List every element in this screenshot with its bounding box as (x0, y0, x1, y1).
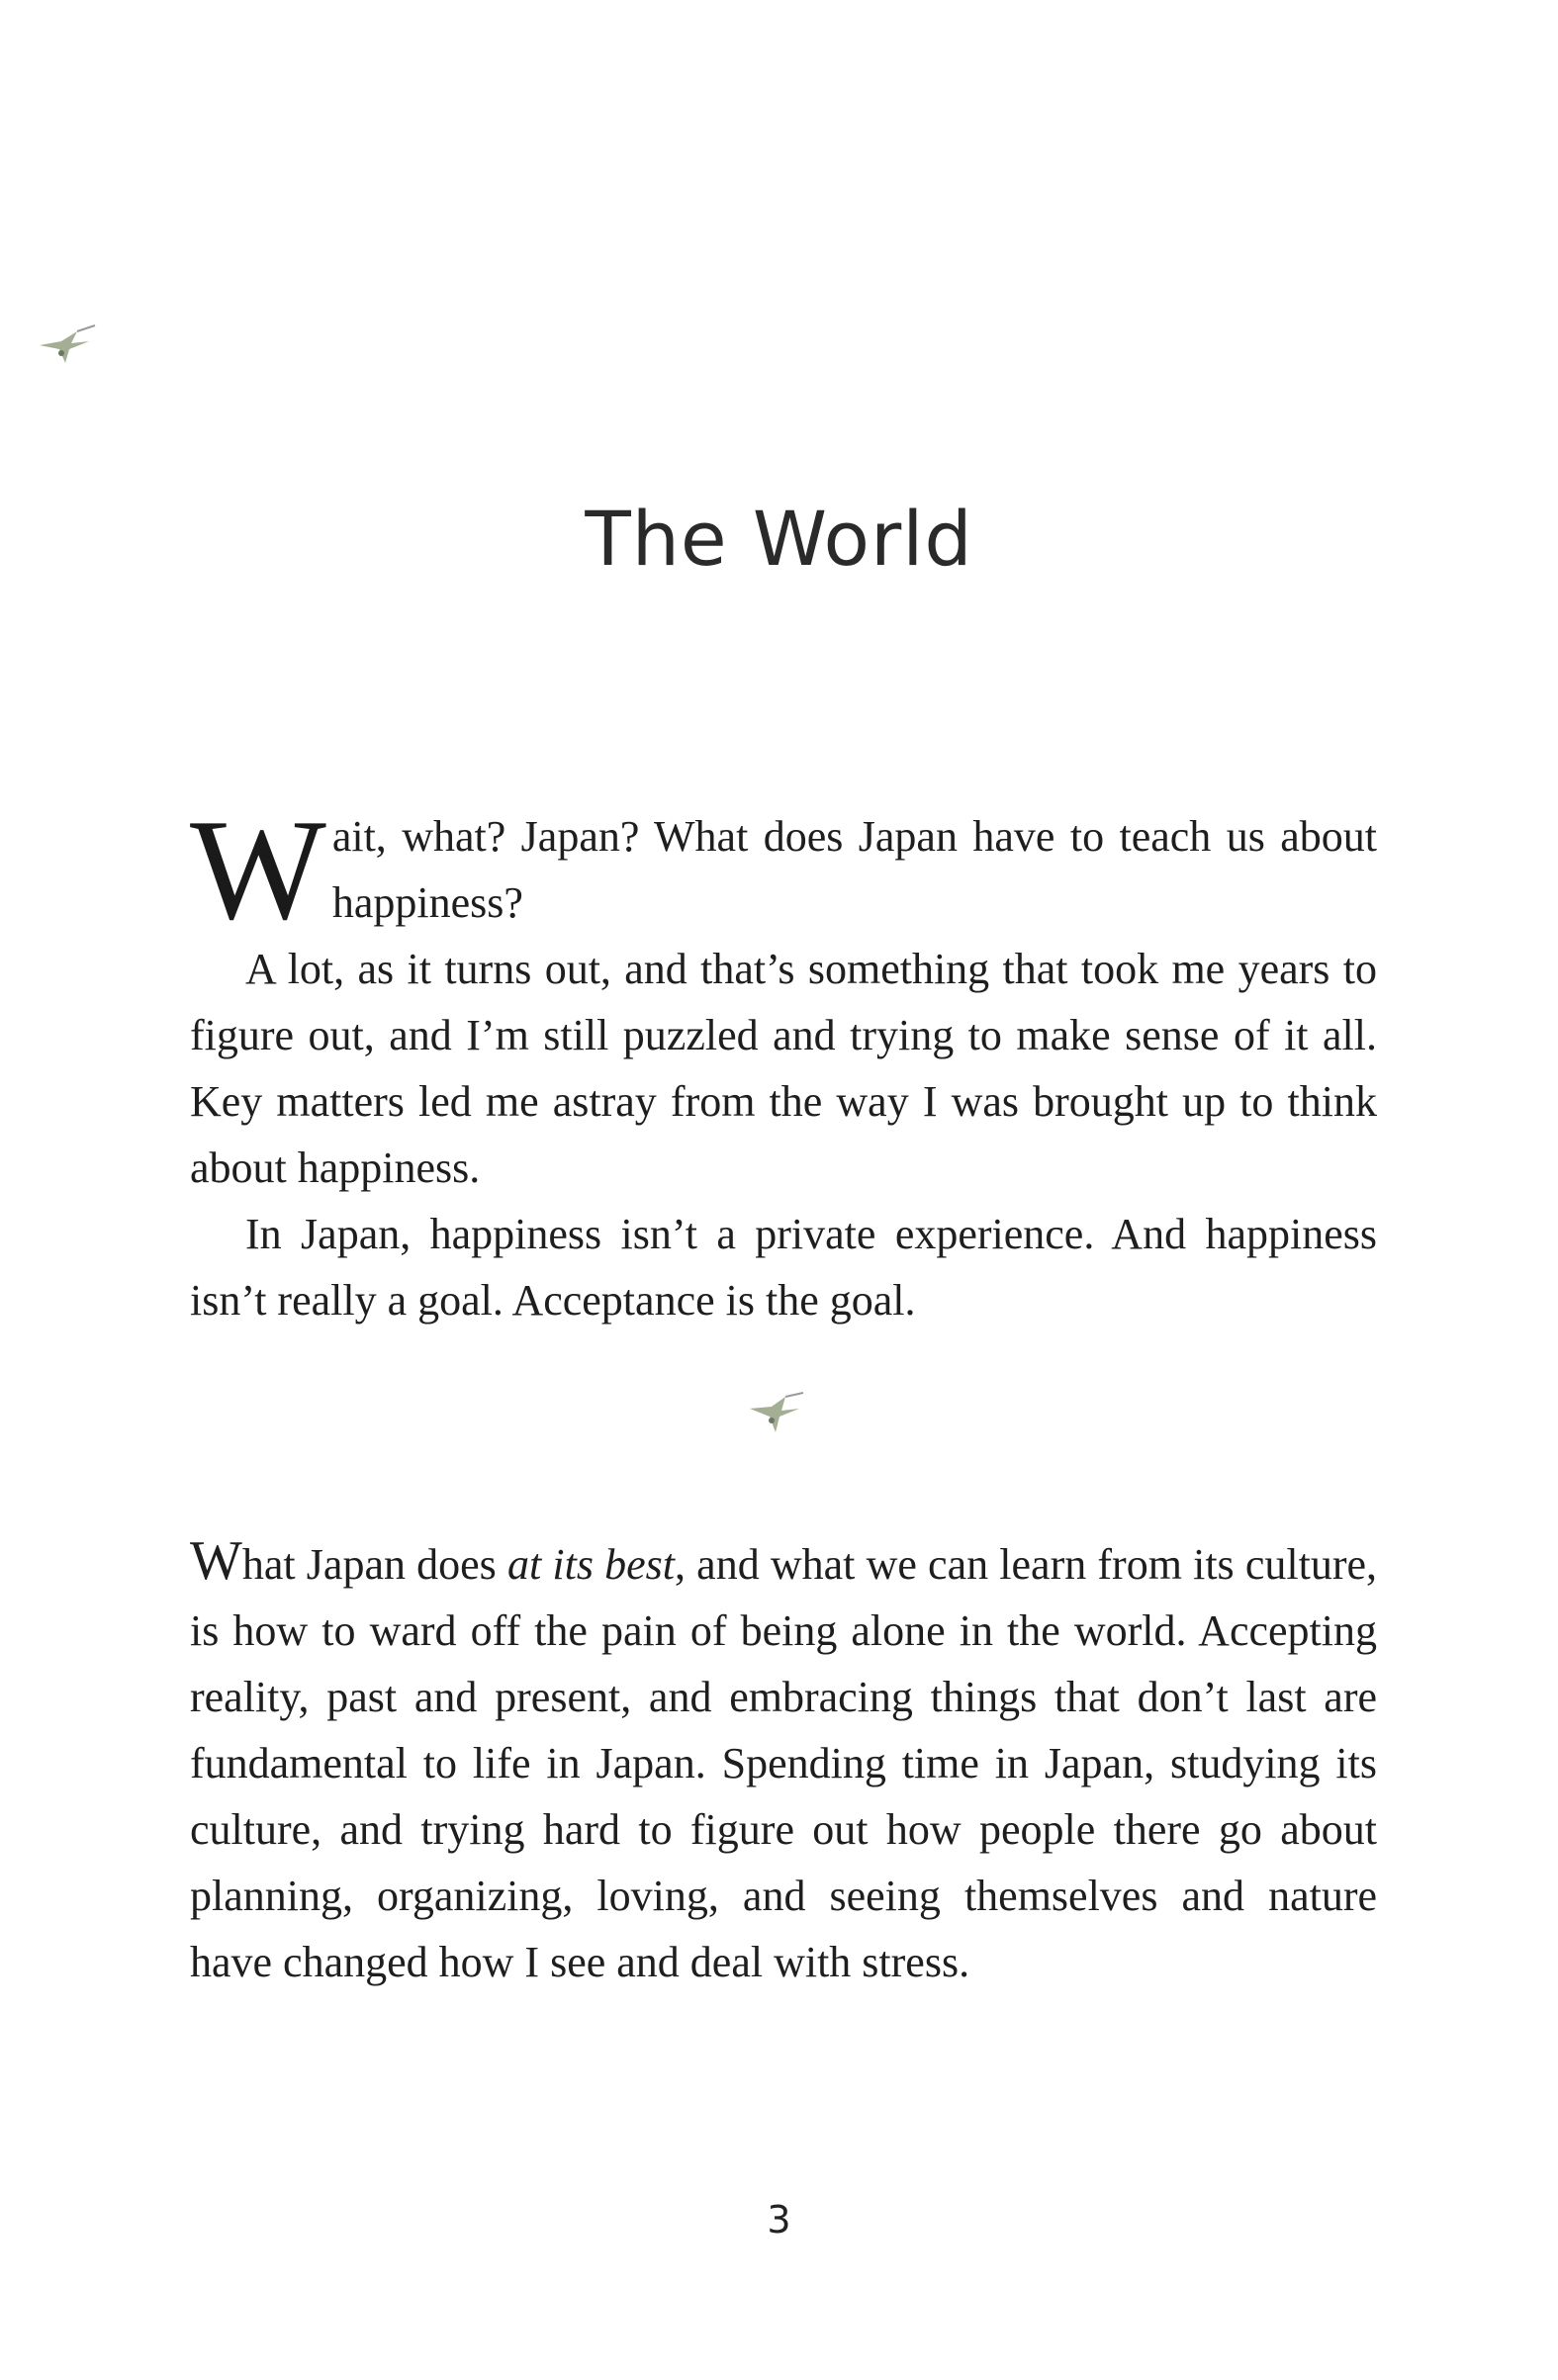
emphasis-text: at its best (506, 1540, 675, 1589)
lead-text: hat Japan does (241, 1540, 507, 1589)
bird-ornament-icon (742, 1385, 811, 1444)
page-number: 3 (767, 2198, 791, 2242)
drop-cap: W (190, 789, 326, 950)
lead-capital: W (190, 1530, 242, 1592)
paragraph-rest: , and what we can learn from its culture, is how to ward off the pain of being alone in the world. Accepting reality, past and present, and embracing things that don’t last are fundamental to life in Japan. Spending time in Japan, studying its culture, and trying hard to figure out how people there go about planning, organizing, loving, and seeing themselves and nature have changed how I see and deal with stress. (190, 1540, 1377, 1986)
paragraph: A lot, as it turns out, and that’s something that took me years to figure out, and I’m still puzzled and trying to make sense of it all. Key matters led me astray from the way I was brought up to think about happiness. (190, 945, 1377, 1192)
chapter-title: The World (585, 495, 973, 583)
section-main (190, 1528, 1377, 1995)
opening-paragraph (190, 789, 1377, 950)
section-paragraph (190, 1528, 1377, 1995)
section-opening (190, 789, 1377, 1333)
bird-ornament-icon (32, 312, 101, 371)
opening-text: ait, what? Japan? What does Japan have to teach us about happiness? (331, 812, 1377, 927)
paragraph: In Japan, happiness isn’t a private experience. And happiness isn’t really a goal. Acceptance is the goal. (190, 1210, 1377, 1325)
